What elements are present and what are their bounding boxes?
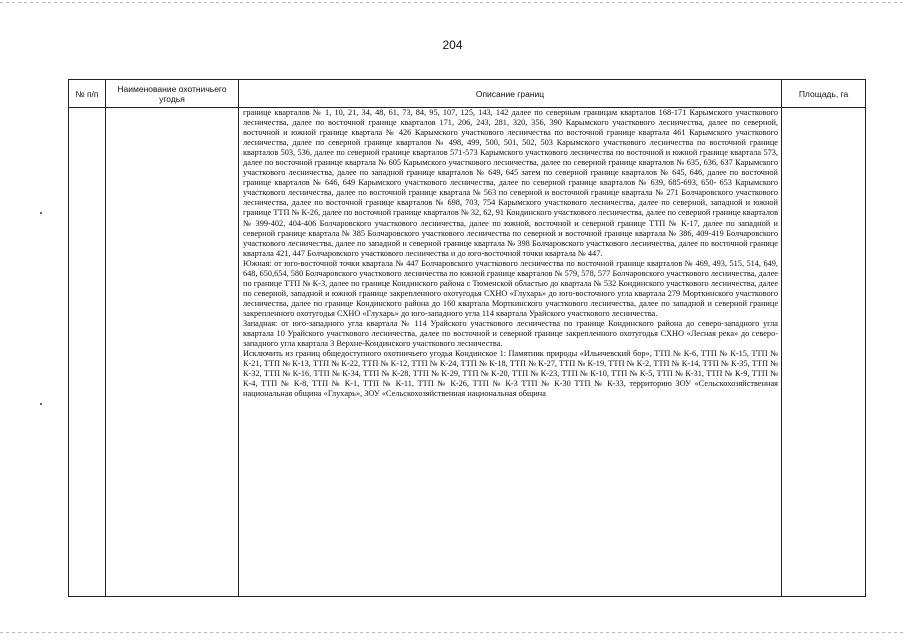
boundaries-table xyxy=(68,79,866,597)
scan-edge-top xyxy=(0,2,905,3)
table-header-row xyxy=(69,80,866,108)
header-num: № п/п xyxy=(69,80,106,108)
cell-num xyxy=(69,108,106,597)
description-paragraph-south: Южная: от юго-восточной точки квартала № 447 Болчаровского участкового лесничества по восточной границе кварталов № 469, 493, 515, 514, 649, 648, 650,654, 580 Болчаровского участкового лесничества по южной границе кварталов № 579, 578, 577 Болчаровского участкового лесничества, далее по границе ТТП № К-3, далее по границе Кондинского района с Тюменской областью до квартала № 532 Кондинского участкового лесничества, далее по северной, западной и южной границе закрепленного охотугодья СХНО «Глухарь» до юго-восточного угла квартала 279 Морткинского участкового лесничества, далее по границе Кондинского района до 160 квартала Морткинского участкового лесничества, далее по западной и северной границе закрепленного охотугодья СХНО «Глухарь» до юго-западного угла 114 квартала Урайского участкового лесничества. xyxy=(243,258,778,318)
description-paragraph-west: Западная: от юго-западного угла квартала № 114 Урайского участкового лесничества по границе Кондинского района до северо-западного угла квартала 10 Урайского участкового лесничества, далее по восточной и северной границе закрепленного охотугодья СХНО «Лесная река» до северо-западного угла квартала 3 Верхне-Кондинского участкового лесничества. xyxy=(243,318,778,349)
table-row xyxy=(69,108,866,597)
description-paragraph-exclusions: Исключить из границ общедоступного охотничьего угодья Кондинское 1: Памятник природы «Ильичевский бор», ТТП № К-6, ТТП № К-15, ТТП № К-21, ТТП № К-13, ТТП № К-22, ТТП № К-12, ТТП № К-24, ТТП № К-18, ТТП № К-27, ТТП № К-19, ТТП № К-2, ТТП № К-14, ТТП № К-35, ТТП № К-32, ТТП № К-16, ТТП № К-34, ТТП № К-28, ТТП № К-29, ТТП № К-20, ТТП № К-23, ТТП № К-10, ТТП № К-5, ТТП № К-31, ТТП № К-9, ТТП № К-4, ТТП № К-8, ТТП № К-1, ТТП № К-11, ТТП № К-26, ТТП № К-3 ТТП № К-30 ТТП № К-33, территорию ЗОУ «Сельскохозяйственная национальная община «Глухарь», ЗОУ «Сельскохозяйственная национальная община xyxy=(243,349,778,399)
description-text xyxy=(239,108,781,399)
description-paragraph: границе кварталов № 1, 10, 21, 34, 48, 61, 73, 84, 95, 107, 125, 143, 142 далее по северным границам кварталов 168-171 Карымского участкового лесничества, далее по восточной границе кварталов 171, 206, 243, 281, 320, 356, 390 Карымского участкового лесничества, далее по северной, восточной и южной границе квартала № 426 Карымского участкового лесничества по восточной границе квартала 461 Карымского участкового лесничества, далее по северной границе кварталов № 498, 499, 500, 501, 502, 503 Карымского участкового лесничества по восточной границе кварталов 503, 536, далее по северной границе кварталов 571-573 Карымского участкового лесничества по восточной и южной границе квартала 573, далее по восточной границе квартала № 605 Карымского участкового лесничества, далее по северной границе кварталов № 635, 636, 637 Карымского участкового лесничества, далее по западной границе кварталов № 649, 645 затем по северной границе кварталов № 645, 646, далее по восточной границе кварталов № 646, 649 Карымского участкового лесничества, далее по северной границе кварталов № 639, 685-693, 650- 653 Карымского участкового лесничества, далее по восточной границе квартала № 563 по северной и восточной границе квартала № 271 Болчаровского участкового лесничества, далее по восточной границе кварталов № 698, 703, 754 Карымского участкового лесничества, далее по северной, западной и южной границе ТТП № К-26, далее по восточной границе кварталов № 32, 62, 91 Кондинского участкового лесничества, далее по северной границе кварталов № 399-402, 404-406 Болчаровского участкового лесничества, далее по южной, восточной и северной границе ТТП № К-17, далее по западной и северной границе квартала № 385 Болчаровского участкового лесничества по северной и восточной границе квартала № 386, 409-419 Болчаровского участкового лесничества, далее по западной и северной границе квартала № 398 Болчаровского участкового лесничества, далее по восточной границе квартала 421, 447 Болчаровского участкового лесничества и до юго-восточной точки квартала № 447. xyxy=(243,108,778,258)
cell-description xyxy=(239,108,782,597)
scan-speck xyxy=(40,212,42,214)
header-area: Площадь, га xyxy=(782,80,866,108)
cell-name xyxy=(106,108,239,597)
scan-speck xyxy=(40,403,42,405)
cell-area xyxy=(782,108,866,597)
header-description: Описание границ xyxy=(239,80,782,108)
header-name: Наименование охотничьего угодья xyxy=(106,80,239,108)
page-number: 204 xyxy=(442,38,463,52)
scan-edge-bottom xyxy=(0,632,905,633)
